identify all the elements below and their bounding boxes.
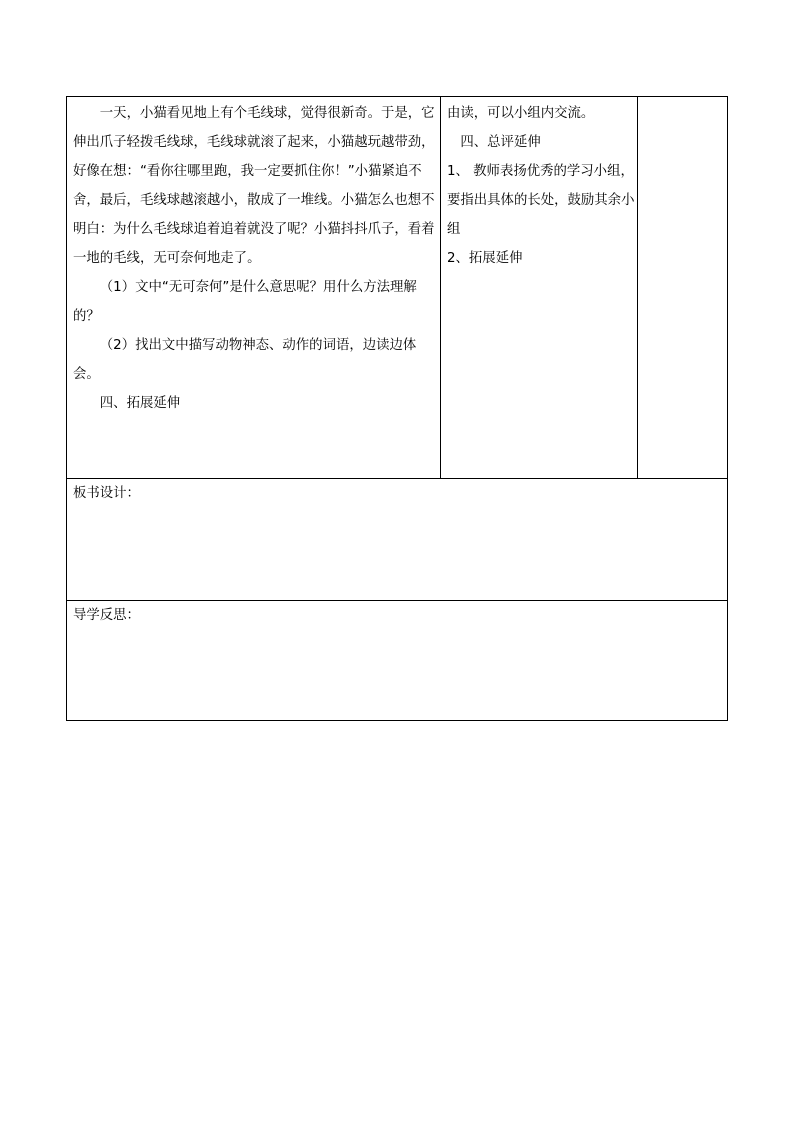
- student-activity-cell: [67, 97, 441, 478]
- board-design-row: [67, 479, 727, 601]
- lesson-content-row: [67, 97, 727, 479]
- reflection-label: 导学反思：: [73, 608, 140, 623]
- teacher-guidance-text: [447, 99, 635, 273]
- teacher-guidance-cell: [441, 97, 638, 478]
- board-design-label: 板书设计：: [73, 486, 140, 501]
- notes-cell: [638, 97, 727, 478]
- student-activity-text: [73, 99, 437, 418]
- guidance-item-2: 2、拓展延伸: [447, 251, 523, 266]
- lesson-plan-table: [66, 96, 728, 721]
- section-heading-extension: 四、拓展延伸: [99, 396, 181, 411]
- guidance-line-1: 由读，可以小组内交流。: [447, 106, 595, 121]
- story-paragraph: 一天，小猫看见地上有个毛线球，觉得很新奇。于是，它伸出爪子轻拨毛线球，毛线球就滚了起来，小猫越玩越带劲，好像在想：“看你往哪里跑，我一定要抓住你！”小猫紧追不舍，最后，毛线球越滚越小，散成了一堆线。小猫怎么也想不明白：为什么毛线球追着追着就没了呢？小猫抖抖爪子，看着一地的毛线，无可奈何地走了。: [73, 106, 435, 266]
- reflection-row: [67, 601, 727, 720]
- section-heading-summary: 四、总评延伸: [460, 135, 541, 150]
- question-2: （2）找出文中描写动物神态、动作的词语，边读边体会。: [73, 338, 417, 382]
- guidance-item-1: 1、 教师表扬优秀的学习小组，要指出具体的长处，鼓励其余小组: [447, 164, 635, 237]
- question-1: （1）文中“无可奈何”是什么意思呢？用什么方法理解的？: [73, 280, 417, 324]
